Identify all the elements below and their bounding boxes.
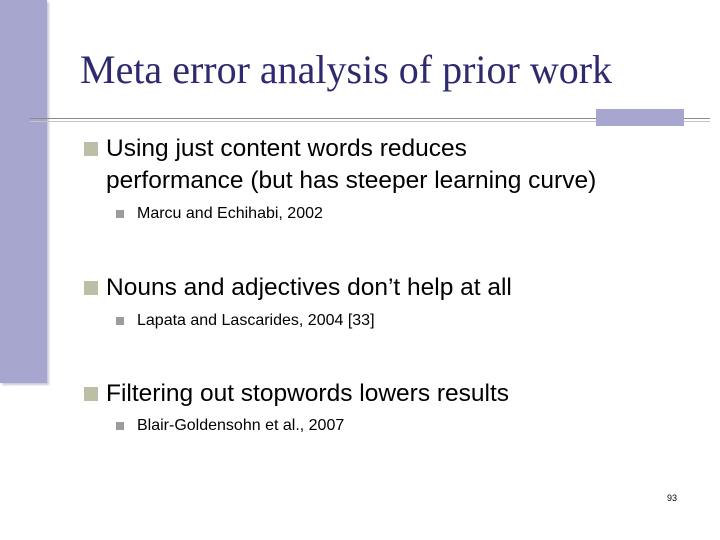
decorative-corner-box bbox=[596, 109, 684, 126]
bullet-text-line: performance (but has steeper learning curve) bbox=[106, 167, 597, 194]
square-bullet-icon bbox=[84, 387, 98, 401]
square-sub-bullet-icon bbox=[116, 210, 124, 218]
square-sub-bullet-icon bbox=[116, 422, 124, 430]
sub-bullet-text: Blair-Goldensohn et al., 2007 bbox=[137, 417, 345, 434]
slide-title: Meta error analysis of prior work bbox=[80, 47, 613, 92]
sub-bullet-text: Marcu and Echihabi, 2002 bbox=[137, 205, 323, 222]
bullet-item bbox=[84, 378, 509, 410]
bullet-item bbox=[84, 272, 512, 304]
sub-bullet-item bbox=[116, 204, 323, 224]
square-sub-bullet-icon bbox=[116, 317, 124, 325]
page-number: 93 bbox=[666, 493, 677, 503]
decorative-side-bar bbox=[0, 0, 47, 383]
sub-bullet-item bbox=[116, 311, 375, 331]
bullet-item bbox=[84, 133, 596, 197]
bullet-text-line: Using just content words reduces bbox=[106, 135, 467, 162]
bullet-text-line: Filtering out stopwords lowers results bbox=[106, 380, 510, 407]
square-bullet-icon bbox=[84, 142, 98, 156]
sub-bullet-item bbox=[116, 416, 344, 436]
sub-bullet-text: Lapata and Lascarides, 2004 [33] bbox=[137, 312, 375, 329]
square-bullet-icon bbox=[84, 281, 98, 295]
bullet-text-line: Nouns and adjectives don’t help at all bbox=[106, 274, 512, 301]
